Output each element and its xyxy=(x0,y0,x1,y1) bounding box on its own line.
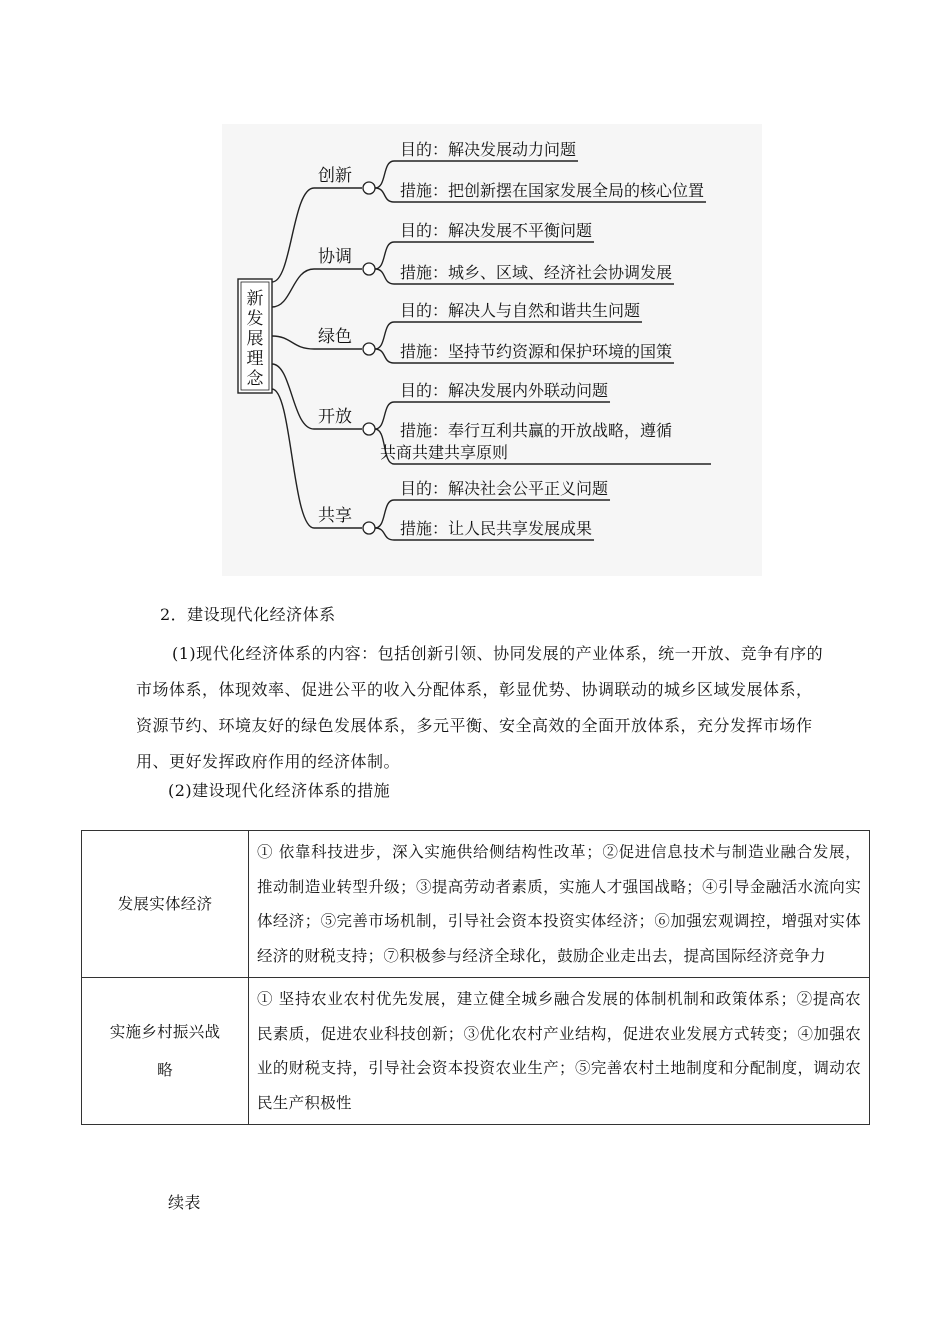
measure-text: 共商共建共享原则 xyxy=(380,443,509,462)
purpose-connector xyxy=(375,242,394,269)
measure-connector xyxy=(375,269,394,284)
root-label-char: 发 xyxy=(246,309,264,329)
row-body-rural-revitalization: ① 坚持农业农村优先发展，建立健全城乡融合发展的体制机制和政策体系；②提高农民素质，促进农业科技创新；③优化农村产业结构，促进农业发展方式转变；④加强农业的财税支持，引导社会资本投资农业生产；⑤完善农村土地制度和分配制度，调动农民生产积极性 xyxy=(249,978,870,1125)
paragraph-economic-system-content: (1)现代化经济体系的内容：包括创新引领、协同发展的产业体系，统一开放、竞争有序的市场体系，体现效率、促进公平的收入分配体系，彰显优势、协调联动的城乡区域发展体系，资源节约、环境友好的绿色发展体系，多元平衡、安全高效的全面开放体系，充分发挥市场作用、更好发挥政府作用的经济体制。 xyxy=(136,644,824,771)
new-development-concept-mindmap xyxy=(222,124,762,576)
root-label-char: 新 xyxy=(246,289,264,309)
measure-connector xyxy=(375,188,394,202)
purpose-connector xyxy=(375,161,394,188)
purpose-text: 目的：解决人与自然和谐共生问题 xyxy=(400,301,641,320)
branch-node-circle xyxy=(363,263,375,275)
root-label-char: 展 xyxy=(246,329,264,349)
measure-text: 措施：让人民共享发展成果 xyxy=(400,519,593,538)
branch-node-circle xyxy=(363,522,375,534)
branch-label-2: 绿色 xyxy=(318,327,352,347)
purpose-connector xyxy=(375,322,394,349)
branch-node-circle xyxy=(363,343,375,355)
subheading-measures: (2)建设现代化经济体系的措施 xyxy=(168,781,391,800)
branch-label-0: 创新 xyxy=(318,166,352,186)
purpose-connector xyxy=(375,402,394,429)
measure-text: 措施：把创新摆在国家发展全局的核心位置 xyxy=(400,181,705,200)
table-row xyxy=(82,831,870,978)
purpose-connector xyxy=(375,500,394,528)
measure-text: 措施：坚持节约资源和保护环境的国策 xyxy=(400,342,673,361)
measure-text: 措施：奉行互利共赢的开放战略，遵循 xyxy=(400,421,673,440)
purpose-text: 目的：解决社会公平正义问题 xyxy=(400,479,609,498)
branch-label-3: 开放 xyxy=(318,407,352,427)
branch-node-circle xyxy=(363,423,375,435)
purpose-text: 目的：解决发展不平衡问题 xyxy=(400,221,593,240)
section-heading: 2．建设现代化经济体系 xyxy=(160,605,336,624)
row-head-rural-revitalization: 实施乡村振兴战略 xyxy=(82,978,249,1125)
branch-curve xyxy=(272,188,362,282)
branch-label-1: 协调 xyxy=(318,247,352,267)
measures-table xyxy=(81,830,870,1125)
branch-node-circle xyxy=(363,182,375,194)
branch-label-4: 共享 xyxy=(318,506,352,526)
row-head-real-economy: 发展实体经济 xyxy=(82,831,249,978)
table-row xyxy=(82,978,870,1125)
row-body-real-economy: ① 依靠科技进步，深入实施供给侧结构性改革；②促进信息技术与制造业融合发展，推动制造业转型升级；③提高劳动者素质，实施人才强国战略；④引导金融活水流向实体经济；⑤完善市场机制，引导社会资本投资实体经济；⑥加强宏观调控，增强对实体经济的财税支持；⑦积极参与经济全球化，鼓励企业走出去，提高国际经济竞争力 xyxy=(249,831,870,978)
purpose-text: 目的：解决发展动力问题 xyxy=(400,140,577,159)
measure-connector xyxy=(375,528,394,540)
root-label-char: 念 xyxy=(246,369,264,389)
measure-text: 措施：城乡、区域、经济社会协调发展 xyxy=(400,263,673,282)
branch-curve xyxy=(272,269,362,307)
purpose-text: 目的：解决发展内外联动问题 xyxy=(400,381,609,400)
measure-connector xyxy=(375,349,394,363)
root-label-char: 理 xyxy=(246,349,264,369)
continued-table-label: 续表 xyxy=(168,1193,202,1212)
